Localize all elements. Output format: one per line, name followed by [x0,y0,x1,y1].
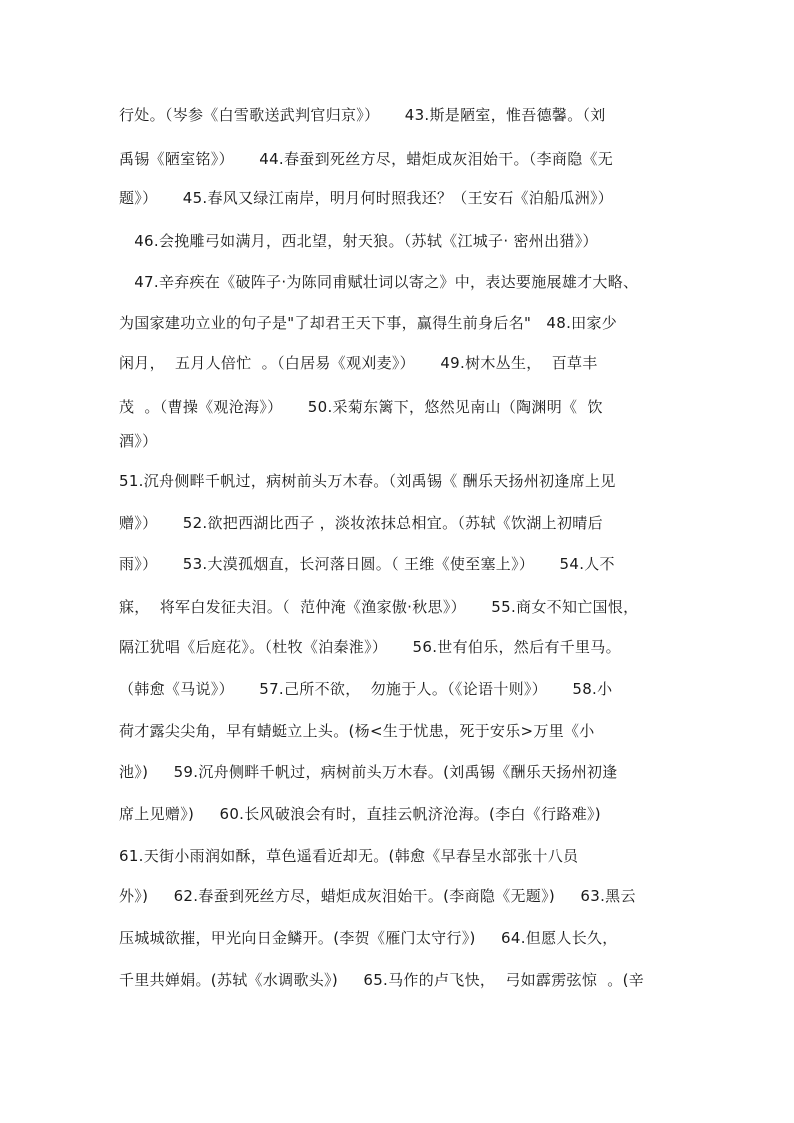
text-line: 题》） 45.春风又绿江南岸，明月何时照我还？（王安石《泊船瓜洲》） [119,189,614,207]
text-line: 茂 。（曹操《观沧海》） 50.采菊东篱下，悠然见南山（陶渊明《 饮 [119,398,603,416]
text-line: 酒》） [119,432,158,450]
text-line: 雨》） 53.大漠孤烟直，长河落日圆。（ 王维《使至塞上》） 54.人不 [119,555,615,573]
text-line: 池》) 59.沉舟侧畔千帆过，病树前头万木春。(刘禹锡《酬乐天扬州初逢 [119,763,618,781]
text-line: 隔江犹唱《后庭花》。（杜牧《泊秦淮》） 56.世有伯乐，然后有千里马。 [119,638,621,656]
text-line: （韩愈《马说》） 57.己所不欲， 勿施于人。（《论语十则》） 58.小 [119,680,613,698]
text-line: 寐， 将军白发征夫泪。（ 范仲淹《渔家傲·秋思》） 55.商女不知亡国恨， [119,598,639,616]
text-line: 荷才露尖尖角，早有蜻蜓立上头。(杨<生于忧患，死于安乐>万里《小 [119,722,595,740]
text-line: 行处。（岑参《白雪歌送武判官归京》） 43.斯是陋室，惟吾德馨。（刘 [119,106,606,124]
text-line: 席上见赠》) 60.长风破浪会有时，直挂云帆济沧海。(李白《行路难》) [119,805,601,823]
text-line: 压城城欲摧，甲光向日金鳞开。(李贺《雁门太守行》) 64.但愿人长久， [119,929,618,947]
text-line: 外》) 62.春蚕到死丝方尽，蜡炬成灰泪始干。(李商隐《无题》) 63.黑云 [119,887,636,905]
text-line: 47.辛弃疾在《破阵子·为陈同甫赋壮词以寄之》中，表达要施展雄才大略、 [119,273,639,291]
text-line: 禹锡《陋室铭》） 44.春蚕到死丝方尽，蜡炬成灰泪始干。（李商隐《无 [119,150,614,168]
text-line: 为国家建功立业的句子是"了却君王天下事，赢得生前身后名" 48.田家少 [119,314,618,332]
text-line: 赠》） 52.欲把西湖比西子 ，淡妆浓抹总相宜。（苏轼《饮湖上初晴后 [119,514,603,532]
text-line: 千里共婵娟。(苏轼《水调歌头》) 65.马作的卢飞快， 弓如霹雳弦惊 。(辛 [119,971,645,989]
text-line: 61.天街小雨润如酥，草色遥看近却无。(韩愈《早春呈水部张十八员 [119,847,579,865]
text-line: 46.会挽雕弓如满月，西北望，射天狼。（苏轼《江城子· 密州出猎》） [119,232,598,250]
text-line: 51.沉舟侧畔千帆过，病树前头万木春。（刘禹锡《 酬乐天扬州初逢席上见 [119,472,616,490]
text-line: 闲月， 五月人倍忙 。（白居易《观刈麦》） 49.树木丛生， 百草丰 [119,354,598,372]
